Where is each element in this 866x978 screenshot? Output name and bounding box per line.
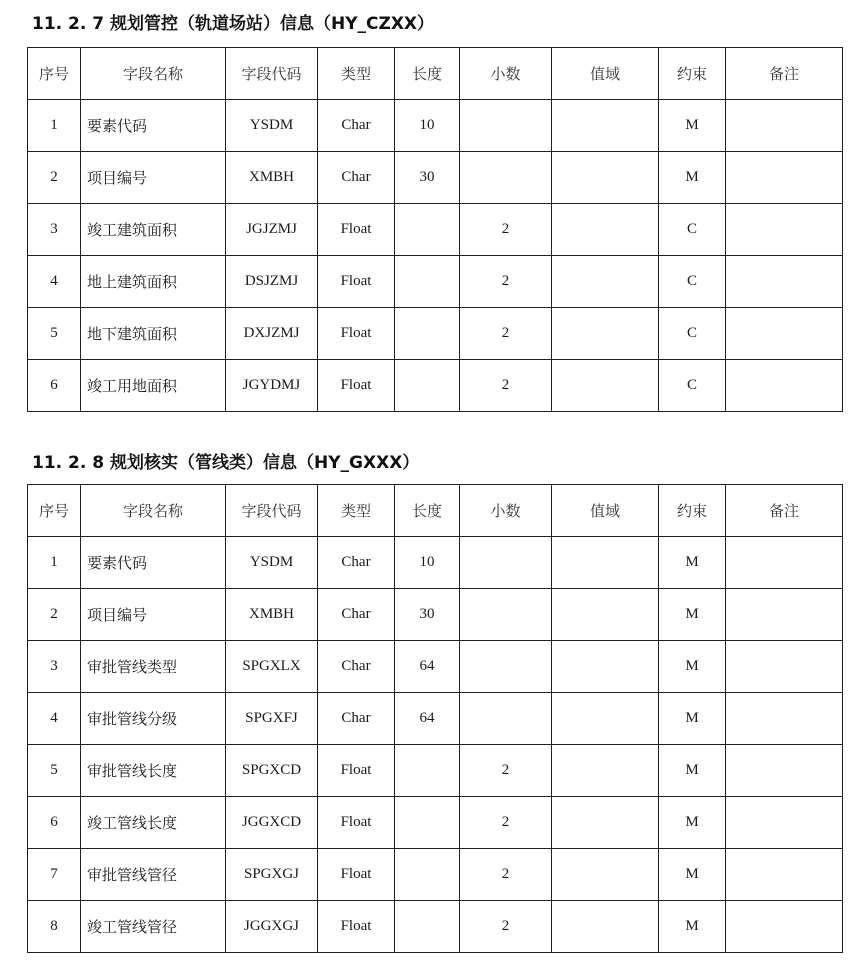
cell-type: Float xyxy=(318,745,395,797)
cell-constraint: M xyxy=(659,152,726,204)
table-row xyxy=(28,797,843,849)
cell-length: 10 xyxy=(395,537,460,589)
cell-field-code: SPGXGJ xyxy=(226,849,318,901)
cell-length xyxy=(395,745,460,797)
cell-length: 10 xyxy=(395,100,460,152)
cell-field-code: DSJZMJ xyxy=(226,256,318,308)
cell-length xyxy=(395,797,460,849)
cell-length: 64 xyxy=(395,693,460,745)
cell-seq: 6 xyxy=(28,797,81,849)
cell-field-code: XMBH xyxy=(226,152,318,204)
header-remark: 备注 xyxy=(726,48,843,100)
cell-seq: 7 xyxy=(28,849,81,901)
table-header-row xyxy=(28,485,843,537)
table-row xyxy=(28,849,843,901)
cell-length xyxy=(395,849,460,901)
cell-constraint: C xyxy=(659,204,726,256)
cell-remark xyxy=(726,745,843,797)
cell-constraint: M xyxy=(659,537,726,589)
header-value-domain: 值域 xyxy=(552,48,659,100)
cell-field-code: JGGXGJ xyxy=(226,901,318,953)
header-seq: 序号 xyxy=(28,48,81,100)
cell-seq: 4 xyxy=(28,693,81,745)
cell-value-domain xyxy=(552,308,659,360)
header-seq: 序号 xyxy=(28,485,81,537)
cell-field-name: 地上建筑面积 xyxy=(81,256,226,308)
cell-seq: 2 xyxy=(28,152,81,204)
cell-constraint: C xyxy=(659,256,726,308)
cell-seq: 6 xyxy=(28,360,81,412)
table-row xyxy=(28,537,843,589)
cell-field-name: 审批管线管径 xyxy=(81,849,226,901)
table-row xyxy=(28,256,843,308)
cell-field-name: 项目编号 xyxy=(81,589,226,641)
section-title-hy-gxxx: 11. 2. 8 规划核实（管线类）信息（HY_GXXX） xyxy=(32,453,420,473)
cell-value-domain xyxy=(552,849,659,901)
cell-seq: 1 xyxy=(28,100,81,152)
cell-value-domain xyxy=(552,100,659,152)
header-value-domain: 值域 xyxy=(552,485,659,537)
cell-decimal xyxy=(460,100,552,152)
cell-field-code: JGYDMJ xyxy=(226,360,318,412)
cell-field-code: JGGXCD xyxy=(226,797,318,849)
cell-seq: 1 xyxy=(28,537,81,589)
cell-length xyxy=(395,360,460,412)
cell-decimal: 2 xyxy=(460,849,552,901)
cell-seq: 3 xyxy=(28,204,81,256)
cell-value-domain xyxy=(552,901,659,953)
cell-length xyxy=(395,901,460,953)
cell-remark xyxy=(726,360,843,412)
cell-field-name: 竣工建筑面积 xyxy=(81,204,226,256)
table-header-row xyxy=(28,48,843,100)
cell-constraint: M xyxy=(659,901,726,953)
cell-decimal: 2 xyxy=(460,901,552,953)
table-row xyxy=(28,589,843,641)
cell-remark xyxy=(726,693,843,745)
cell-remark xyxy=(726,308,843,360)
cell-length xyxy=(395,308,460,360)
cell-constraint: M xyxy=(659,745,726,797)
cell-decimal xyxy=(460,537,552,589)
header-constraint: 约束 xyxy=(659,485,726,537)
cell-remark xyxy=(726,797,843,849)
table-row xyxy=(28,901,843,953)
cell-decimal: 2 xyxy=(460,204,552,256)
cell-value-domain xyxy=(552,537,659,589)
header-field-name: 字段名称 xyxy=(81,485,226,537)
cell-value-domain xyxy=(552,589,659,641)
cell-seq: 5 xyxy=(28,745,81,797)
cell-field-name: 竣工管线长度 xyxy=(81,797,226,849)
cell-remark xyxy=(726,589,843,641)
cell-remark xyxy=(726,204,843,256)
cell-value-domain xyxy=(552,641,659,693)
cell-seq: 8 xyxy=(28,901,81,953)
header-decimal: 小数 xyxy=(460,485,552,537)
table-row xyxy=(28,641,843,693)
cell-decimal xyxy=(460,693,552,745)
cell-field-name: 审批管线分级 xyxy=(81,693,226,745)
header-field-code: 字段代码 xyxy=(226,48,318,100)
table-row xyxy=(28,100,843,152)
cell-field-name: 审批管线类型 xyxy=(81,641,226,693)
header-type: 类型 xyxy=(318,485,395,537)
cell-constraint: M xyxy=(659,693,726,745)
header-decimal: 小数 xyxy=(460,48,552,100)
cell-seq: 2 xyxy=(28,589,81,641)
header-remark: 备注 xyxy=(726,485,843,537)
cell-constraint: M xyxy=(659,797,726,849)
cell-decimal: 2 xyxy=(460,797,552,849)
cell-remark xyxy=(726,152,843,204)
field-table-hy-czxx xyxy=(27,47,843,412)
cell-type: Float xyxy=(318,308,395,360)
cell-decimal xyxy=(460,589,552,641)
table-row xyxy=(28,204,843,256)
cell-type: Float xyxy=(318,901,395,953)
cell-value-domain xyxy=(552,152,659,204)
cell-remark xyxy=(726,100,843,152)
cell-field-code: DXJZMJ xyxy=(226,308,318,360)
cell-field-name: 地下建筑面积 xyxy=(81,308,226,360)
cell-type: Float xyxy=(318,204,395,256)
field-table-hy-gxxx xyxy=(27,484,843,953)
cell-field-name: 项目编号 xyxy=(81,152,226,204)
cell-length: 64 xyxy=(395,641,460,693)
cell-length xyxy=(395,204,460,256)
cell-value-domain xyxy=(552,797,659,849)
table-row xyxy=(28,360,843,412)
cell-type: Char xyxy=(318,537,395,589)
table-row xyxy=(28,693,843,745)
table-row xyxy=(28,745,843,797)
header-field-name: 字段名称 xyxy=(81,48,226,100)
cell-remark xyxy=(726,537,843,589)
cell-seq: 5 xyxy=(28,308,81,360)
cell-type: Char xyxy=(318,693,395,745)
cell-value-domain xyxy=(552,204,659,256)
cell-decimal: 2 xyxy=(460,360,552,412)
cell-constraint: C xyxy=(659,360,726,412)
section-title-hy-czxx: 11. 2. 7 规划管控（轨道场站）信息（HY_CZXX） xyxy=(32,14,435,34)
cell-length xyxy=(395,256,460,308)
cell-seq: 4 xyxy=(28,256,81,308)
cell-field-name: 竣工管线管径 xyxy=(81,901,226,953)
cell-field-code: SPGXCD xyxy=(226,745,318,797)
cell-field-name: 要素代码 xyxy=(81,100,226,152)
header-constraint: 约束 xyxy=(659,48,726,100)
header-length: 长度 xyxy=(395,48,460,100)
cell-remark xyxy=(726,256,843,308)
cell-decimal: 2 xyxy=(460,308,552,360)
cell-type: Char xyxy=(318,100,395,152)
cell-length: 30 xyxy=(395,152,460,204)
table-row xyxy=(28,308,843,360)
cell-remark xyxy=(726,641,843,693)
cell-decimal: 2 xyxy=(460,256,552,308)
cell-constraint: M xyxy=(659,641,726,693)
cell-constraint: M xyxy=(659,100,726,152)
cell-remark xyxy=(726,849,843,901)
cell-value-domain xyxy=(552,693,659,745)
cell-type: Float xyxy=(318,797,395,849)
cell-field-code: YSDM xyxy=(226,100,318,152)
cell-type: Float xyxy=(318,360,395,412)
cell-length: 30 xyxy=(395,589,460,641)
header-type: 类型 xyxy=(318,48,395,100)
cell-field-name: 竣工用地面积 xyxy=(81,360,226,412)
cell-value-domain xyxy=(552,256,659,308)
cell-field-code: SPGXLX xyxy=(226,641,318,693)
cell-field-code: XMBH xyxy=(226,589,318,641)
cell-value-domain xyxy=(552,745,659,797)
cell-decimal xyxy=(460,152,552,204)
cell-decimal: 2 xyxy=(460,745,552,797)
cell-field-code: SPGXFJ xyxy=(226,693,318,745)
cell-type: Float xyxy=(318,849,395,901)
cell-value-domain xyxy=(552,360,659,412)
cell-type: Float xyxy=(318,256,395,308)
cell-field-code: JGJZMJ xyxy=(226,204,318,256)
cell-type: Char xyxy=(318,152,395,204)
cell-constraint: M xyxy=(659,849,726,901)
cell-remark xyxy=(726,901,843,953)
cell-constraint: M xyxy=(659,589,726,641)
header-length: 长度 xyxy=(395,485,460,537)
header-field-code: 字段代码 xyxy=(226,485,318,537)
cell-seq: 3 xyxy=(28,641,81,693)
table-row xyxy=(28,152,843,204)
cell-field-code: YSDM xyxy=(226,537,318,589)
cell-type: Char xyxy=(318,641,395,693)
cell-constraint: C xyxy=(659,308,726,360)
cell-field-name: 审批管线长度 xyxy=(81,745,226,797)
cell-field-name: 要素代码 xyxy=(81,537,226,589)
cell-type: Char xyxy=(318,589,395,641)
cell-decimal xyxy=(460,641,552,693)
